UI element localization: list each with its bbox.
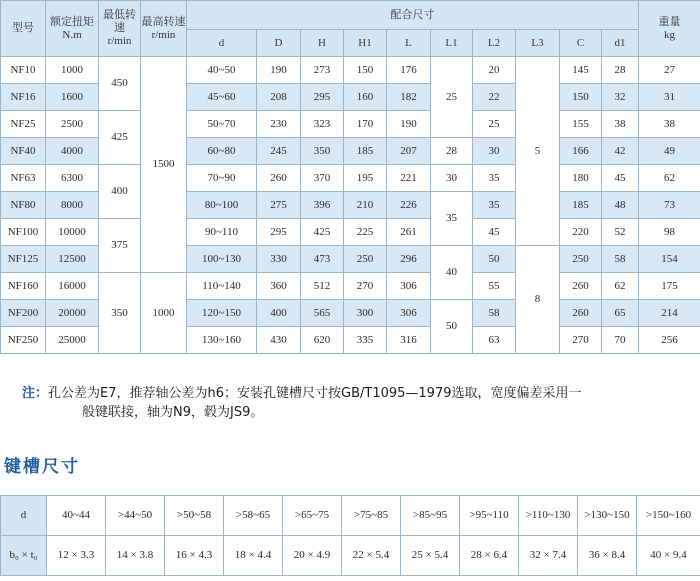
cell-weight: 256	[639, 327, 700, 354]
cell-weight: 214	[639, 300, 700, 327]
cell-model: NF40	[1, 138, 46, 165]
cell-C: 166	[560, 138, 602, 165]
note-line1: 孔公差为E7，推荐轴公差为h6；安装孔键槽尺寸按GB/T1095—1979选取，宽度偏差采用一	[48, 386, 582, 401]
cell-model: NF10	[1, 57, 46, 84]
cell-torque: 10000	[46, 219, 99, 246]
cell-d: 40~50	[187, 57, 257, 84]
cell-C: 150	[560, 84, 602, 111]
cell-D: 330	[257, 246, 301, 273]
cell-model: NF200	[1, 300, 46, 327]
keyway-d-cell: 40~44	[47, 496, 106, 536]
cell-D: 260	[257, 165, 301, 192]
cell-H1: 250	[344, 246, 387, 273]
cell-D: 208	[257, 84, 301, 111]
cell-C: 270	[560, 327, 602, 354]
cell-H: 473	[301, 246, 344, 273]
header-L2: L2	[473, 30, 516, 57]
cell-D: 245	[257, 138, 301, 165]
cell-L: 296	[387, 246, 431, 273]
cell-min-speed: 375	[99, 219, 141, 273]
cell-L: 176	[387, 57, 431, 84]
cell-C: 180	[560, 165, 602, 192]
cell-model: NF250	[1, 327, 46, 354]
cell-L: 226	[387, 192, 431, 219]
cell-C: 220	[560, 219, 602, 246]
cell-D: 430	[257, 327, 301, 354]
cell-torque: 16000	[46, 273, 99, 300]
header-D: D	[257, 30, 301, 57]
cell-d: 70~90	[187, 165, 257, 192]
table-row	[1, 165, 700, 192]
cell-H1: 300	[344, 300, 387, 327]
cell-H: 620	[301, 327, 344, 354]
cell-model: NF125	[1, 246, 46, 273]
note-line2: 般键联接，轴为N9，毂为JS9。	[82, 405, 264, 420]
cell-d: 80~100	[187, 192, 257, 219]
cell-torque: 1600	[46, 84, 99, 111]
cell-weight: 73	[639, 192, 700, 219]
cell-torque: 25000	[46, 327, 99, 354]
cell-L1: 35	[431, 192, 473, 246]
cell-min-speed: 425	[99, 111, 141, 165]
cell-weight: 175	[639, 273, 700, 300]
table-row	[1, 57, 700, 84]
header-fit-dimensions: 配合尺寸	[187, 1, 639, 30]
keyway-d-cell: >95~110	[460, 496, 519, 536]
cell-L2: 20	[473, 57, 516, 84]
cell-torque: 2500	[46, 111, 99, 138]
cell-torque: 1000	[46, 57, 99, 84]
cell-H: 565	[301, 300, 344, 327]
cell-L2: 25	[473, 111, 516, 138]
cell-C: 155	[560, 111, 602, 138]
cell-min-speed: 350	[99, 273, 141, 354]
cell-H: 323	[301, 111, 344, 138]
cell-L3: 5	[516, 57, 560, 246]
note-label: 注：	[22, 386, 49, 401]
keyway-d-cell: >65~75	[283, 496, 342, 536]
header-L3: L3	[516, 30, 560, 57]
cell-H1: 150	[344, 57, 387, 84]
cell-L2: 55	[473, 273, 516, 300]
keyway-bt-cell: 40 × 9.4	[637, 536, 700, 576]
keyway-bt-cell: 36 × 8.4	[578, 536, 637, 576]
cell-H: 273	[301, 57, 344, 84]
table-row	[1, 496, 700, 536]
header-torque: 额定扭矩 N.m	[46, 1, 99, 57]
header-L: L	[387, 30, 431, 57]
cell-L2: 50	[473, 246, 516, 273]
cell-d1: 52	[602, 219, 639, 246]
keyway-bt-cell: 16 × 4.3	[165, 536, 224, 576]
cell-L: 207	[387, 138, 431, 165]
cell-L: 261	[387, 219, 431, 246]
cell-H: 396	[301, 192, 344, 219]
cell-L: 306	[387, 273, 431, 300]
cell-L2: 22	[473, 84, 516, 111]
cell-L1: 25	[431, 57, 473, 138]
cell-L2: 58	[473, 300, 516, 327]
keyway-d-cell: >50~58	[165, 496, 224, 536]
cell-d1: 65	[602, 300, 639, 327]
cell-min-speed: 450	[99, 57, 141, 111]
cell-model: NF16	[1, 84, 46, 111]
cell-H1: 195	[344, 165, 387, 192]
table-row	[1, 273, 700, 300]
cell-d1: 62	[602, 273, 639, 300]
cell-d1: 32	[602, 84, 639, 111]
cell-d1: 28	[602, 57, 639, 84]
cell-d: 90~110	[187, 219, 257, 246]
cell-d1: 48	[602, 192, 639, 219]
cell-L2: 35	[473, 192, 516, 219]
table-row	[1, 219, 700, 246]
keyway-bt-cell: 20 × 4.9	[283, 536, 342, 576]
table-row	[1, 111, 700, 138]
keyway-d-cell: >110~130	[519, 496, 578, 536]
note	[22, 384, 692, 422]
cell-weight: 62	[639, 165, 700, 192]
cell-L1: 28	[431, 138, 473, 165]
keyway-table	[0, 495, 700, 576]
cell-D: 230	[257, 111, 301, 138]
keyway-d-cell: >44~50	[106, 496, 165, 536]
cell-C: 260	[560, 300, 602, 327]
keyway-d-label: d	[1, 496, 47, 536]
keyway-d-cell: >85~95	[401, 496, 460, 536]
cell-H1: 185	[344, 138, 387, 165]
keyway-bt-cell: 25 × 5.4	[401, 536, 460, 576]
cell-L1: 40	[431, 246, 473, 300]
cell-D: 190	[257, 57, 301, 84]
cell-d1: 45	[602, 165, 639, 192]
cell-L: 221	[387, 165, 431, 192]
cell-L: 316	[387, 327, 431, 354]
cell-D: 275	[257, 192, 301, 219]
keyway-d-cell: >58~65	[224, 496, 283, 536]
header-H1: H1	[344, 30, 387, 57]
cell-L: 190	[387, 111, 431, 138]
cell-max-speed: 1500	[141, 57, 187, 273]
cell-torque: 12500	[46, 246, 99, 273]
keyway-bt-cell: 22 × 5.4	[342, 536, 401, 576]
cell-L2: 30	[473, 138, 516, 165]
cell-d: 100~130	[187, 246, 257, 273]
header-max-speed: 最高转速 r/min	[141, 1, 187, 57]
cell-weight: 154	[639, 246, 700, 273]
cell-H: 370	[301, 165, 344, 192]
cell-L3: 8	[516, 246, 560, 354]
keyway-bt-cell: 14 × 3.8	[106, 536, 165, 576]
cell-L2: 63	[473, 327, 516, 354]
table-row	[1, 536, 700, 576]
cell-C: 260	[560, 273, 602, 300]
cell-H1: 210	[344, 192, 387, 219]
cell-weight: 98	[639, 219, 700, 246]
keyway-d-cell: >75~85	[342, 496, 401, 536]
cell-L: 306	[387, 300, 431, 327]
cell-d: 120~150	[187, 300, 257, 327]
cell-d: 130~160	[187, 327, 257, 354]
keyway-bt-cell: 32 × 7.4	[519, 536, 578, 576]
cell-C: 145	[560, 57, 602, 84]
keyway-d-cell: >150~160	[637, 496, 700, 536]
cell-d1: 42	[602, 138, 639, 165]
header-weight: 重量 kg	[639, 1, 700, 57]
cell-H1: 270	[344, 273, 387, 300]
header-d: d	[187, 30, 257, 57]
cell-weight: 27	[639, 57, 700, 84]
cell-torque: 6300	[46, 165, 99, 192]
cell-torque: 4000	[46, 138, 99, 165]
cell-weight: 38	[639, 111, 700, 138]
cell-model: NF80	[1, 192, 46, 219]
cell-d1: 38	[602, 111, 639, 138]
cell-H1: 335	[344, 327, 387, 354]
keyway-d-cell: >130~150	[578, 496, 637, 536]
cell-model: NF160	[1, 273, 46, 300]
cell-H: 512	[301, 273, 344, 300]
cell-d1: 70	[602, 327, 639, 354]
cell-D: 400	[257, 300, 301, 327]
cell-model: NF25	[1, 111, 46, 138]
cell-L1: 30	[431, 165, 473, 192]
cell-d: 50~70	[187, 111, 257, 138]
cell-D: 295	[257, 219, 301, 246]
cell-H1: 225	[344, 219, 387, 246]
cell-model: NF63	[1, 165, 46, 192]
header-min-speed: 最低转速 r/min	[99, 1, 141, 57]
cell-D: 360	[257, 273, 301, 300]
cell-d: 60~80	[187, 138, 257, 165]
cell-L2: 35	[473, 165, 516, 192]
keyway-bt-cell: 18 × 4.4	[224, 536, 283, 576]
keyway-bt-cell: 28 × 6.4	[460, 536, 519, 576]
cell-weight: 31	[639, 84, 700, 111]
cell-torque: 8000	[46, 192, 99, 219]
keyway-bt-cell: 12 × 3.3	[47, 536, 106, 576]
cell-d: 45~60	[187, 84, 257, 111]
header-model: 型号	[1, 1, 46, 57]
header-d1: d1	[602, 30, 639, 57]
cell-weight: 49	[639, 138, 700, 165]
cell-C: 185	[560, 192, 602, 219]
header-L1: L1	[431, 30, 473, 57]
cell-model: NF100	[1, 219, 46, 246]
cell-d: 110~140	[187, 273, 257, 300]
header-H: H	[301, 30, 344, 57]
cell-H1: 160	[344, 84, 387, 111]
cell-H: 295	[301, 84, 344, 111]
cell-H1: 170	[344, 111, 387, 138]
keyway-title: 键槽尺寸	[4, 457, 80, 477]
cell-min-speed: 400	[99, 165, 141, 219]
header-C: C	[560, 30, 602, 57]
cell-max-speed: 1000	[141, 273, 187, 354]
cell-C: 250	[560, 246, 602, 273]
keyway-bt-label: b₀ × t₀	[1, 536, 47, 576]
cell-L2: 45	[473, 219, 516, 246]
cell-L1: 50	[431, 300, 473, 354]
cell-H: 350	[301, 138, 344, 165]
cell-H: 425	[301, 219, 344, 246]
cell-torque: 20000	[46, 300, 99, 327]
cell-L: 182	[387, 84, 431, 111]
cell-d1: 58	[602, 246, 639, 273]
